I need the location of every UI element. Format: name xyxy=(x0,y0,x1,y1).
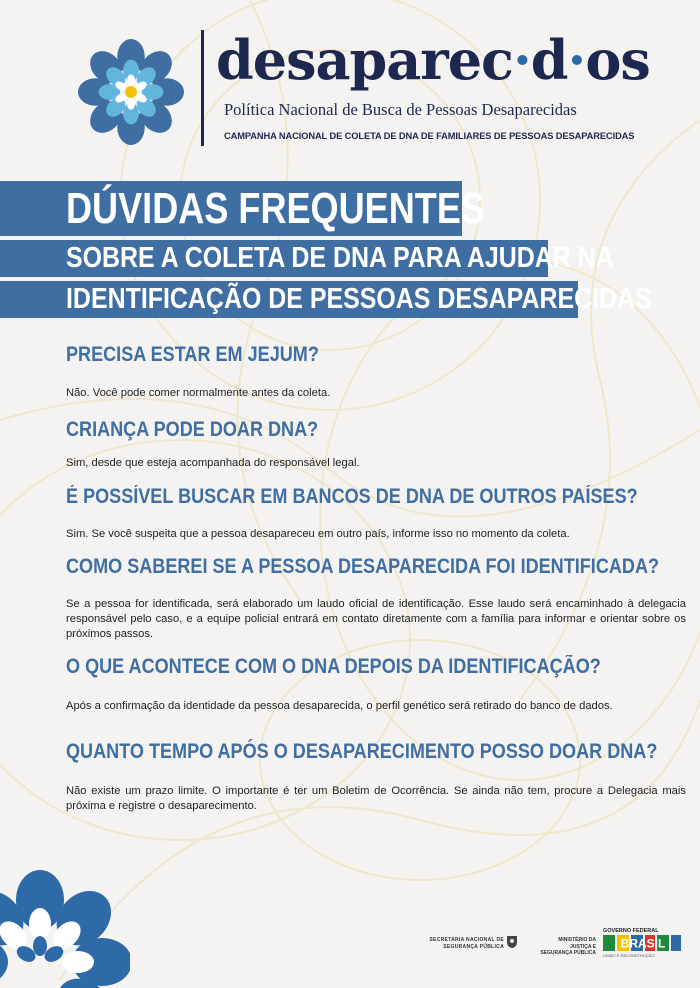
title-banner-sub-1 xyxy=(0,240,614,277)
governo-federal-logo xyxy=(603,928,685,960)
decorative-flower-icon xyxy=(0,866,130,988)
gov-top-label: GOVERNO FEDERAL xyxy=(603,928,659,934)
faq-answer: Não. Você pode comer normalmente antes da coleta. xyxy=(66,387,331,399)
faq-answer: Após a confirmação da identidade da pessoa desaparecida, o perfil genético será retirado do banco de dados. xyxy=(66,700,613,712)
header-divider xyxy=(201,30,204,146)
title-line-1: DÚVIDAS FREQUENTES xyxy=(66,184,485,233)
campaign-line: CAMPANHA NACIONAL DE COLETA DE DNA DE FAMILIARES DE PESSOAS DESAPARECIDAS xyxy=(224,131,635,141)
faq-question: É POSSÍVEL BUSCAR EM BANCOS DE DNA DE OUTROS PAÍSES? xyxy=(66,485,638,508)
title-banner-main xyxy=(0,181,485,236)
brand-wordmark: desaparec·d·os xyxy=(216,28,650,92)
faq-question: QUANTO TEMPO APÓS O DESAPARECIMENTO POSSO DOAR DNA? xyxy=(66,740,658,763)
gov-bottom-label: UNIÃO E RECONSTRUÇÃO xyxy=(603,953,655,958)
faq-question: O QUE ACONTECE COM O DNA DEPOIS DA IDENTIFICAÇÃO? xyxy=(66,655,601,678)
secretaria-logo-text: SECRETARIA NACIONAL DE SEGURANÇA PÚBLICA xyxy=(429,937,504,950)
faq-question: PRECISA ESTAR EM JEJUM? xyxy=(66,343,319,366)
title-line-2: SOBRE A COLETA DE DNA PARA AJUDAR NA xyxy=(66,242,614,274)
faq-question: CRIANÇA PODE DOAR DNA? xyxy=(66,418,319,441)
faq-question: COMO SABEREI SE A PESSOA DESAPARECIDA FOI IDENTIFICADA? xyxy=(66,555,660,578)
title-line-3: IDENTIFICAÇÃO DE PESSOAS DESAPARECIDAS xyxy=(66,283,652,315)
brasil-logo-text: BRASIL xyxy=(620,936,666,951)
faq-answer: Se a pessoa for identificada, será elaborado um laudo oficial de identificação. Esse laudo será encaminhado à delegacia responsável pelo caso, e a equipe policial entrará em contato diretamente com a família para informar e orientar sobre os próximos passos. xyxy=(66,598,686,640)
faq-answer: Sim. Se você suspeita que a pessoa desapareceu em outro país, informe isso no momento da coleta. xyxy=(66,528,570,540)
title-banner-sub-2 xyxy=(0,281,652,318)
faq-answer: Não existe um prazo limite. O importante é ter um Boletim de Ocorrência. Se ainda não tem, procure a Delegacia mais próxima e registre o desaparecimento. xyxy=(66,785,686,812)
policy-subtitle: Política Nacional de Busca de Pessoas Desaparecidas xyxy=(224,100,577,119)
flower-logo-icon xyxy=(72,38,190,146)
faq-answer: Sim, desde que esteja acompanhada do responsável legal. xyxy=(66,457,360,469)
ministerio-logo-text: MINISTÉRIO DA JUSTIÇA E SEGURANÇA PÚBLICA xyxy=(540,937,596,956)
brasil-logo-icon xyxy=(603,934,683,952)
